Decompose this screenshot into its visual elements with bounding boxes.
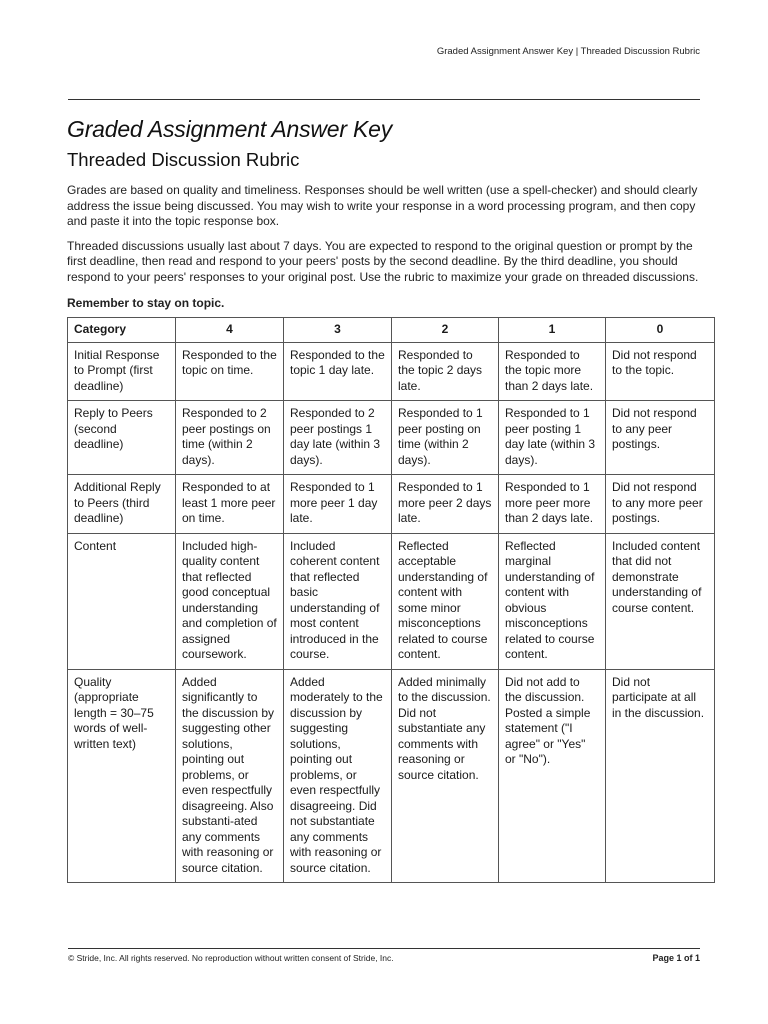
column-header-score-4: 4 (176, 318, 284, 343)
header-divider (68, 99, 700, 100)
document-body (67, 116, 708, 883)
table-cell: Did not add to the discussion. Posted a simple statement ("I agree" or "Yes" or "No"). (499, 669, 606, 883)
footer-divider (68, 948, 700, 949)
table-cell: Reflected acceptable understanding of content with some minor misconceptions related to course content. (392, 533, 499, 669)
table-cell: Responded to 2 peer postings on time (within 2 days). (176, 401, 284, 475)
table-cell: Responded to at least 1 more peer on time. (176, 475, 284, 534)
copyright-notice: © Stride, Inc. All rights reserved. No reproduction without written consent of Stride, Inc. (68, 953, 394, 963)
column-header-score-0: 0 (606, 318, 715, 343)
table-cell: Included high-quality content that reflected good conceptual understanding and completion of assigned coursework. (176, 533, 284, 669)
table-row (68, 533, 715, 669)
table-cell: Responded to 1 peer posting 1 day late (within 3 days). (499, 401, 606, 475)
table-cell: Did not respond to any peer postings. (606, 401, 715, 475)
column-header-score-2: 2 (392, 318, 499, 343)
column-header-category: Category (68, 318, 176, 343)
table-row (68, 475, 715, 534)
column-header-score-1: 1 (499, 318, 606, 343)
table-cell: Included content that did not demonstrate understanding of course content. (606, 533, 715, 669)
table-cell: Added minimally to the discussion. Did not substantiate any comments with reasoning or source citation. (392, 669, 499, 883)
table-cell: Responded to the topic on time. (176, 342, 284, 401)
table-cell: Responded to 1 peer posting on time (within 2 days). (392, 401, 499, 475)
category-cell: Content (68, 533, 176, 669)
table-cell: Did not respond to the topic. (606, 342, 715, 401)
table-cell: Responded to 1 more peer 1 day late. (284, 475, 392, 534)
table-cell: Added significantly to the discussion by suggesting other solutions, pointing out problems, or even respectfully disagreeing. Also substanti-ated any comments with reasoning or source citation. (176, 669, 284, 883)
table-cell: Added moderately to the discussion by suggesting solutions, pointing out problems, or even respectfully disagreeing. Did not substantiate any comments with reasoning or source citation. (284, 669, 392, 883)
rubric-header-row (68, 318, 715, 343)
page-subtitle: Threaded Discussion Rubric (67, 149, 300, 170)
table-cell: Responded to 1 more peer 2 days late. (392, 475, 499, 534)
table-cell: Did not respond to any more peer postings. (606, 475, 715, 534)
remember-note: Remember to stay on topic. (67, 295, 225, 310)
table-cell: Responded to the topic more than 2 days late. (499, 342, 606, 401)
running-header: Graded Assignment Answer Key | Threaded Discussion Rubric (436, 46, 700, 57)
intro-paragraph: Grades are based on quality and timeliness. Responses should be well written (use a spell-checker) and should clearly address the issue being discussed. You may wish to write your response in a word processing program, and then copy and paste it into the topic response box. (67, 183, 698, 229)
category-cell: Additional Reply to Peers (third deadline) (68, 475, 176, 534)
table-cell: Did not participate at all in the discussion. (606, 669, 715, 883)
category-cell: Initial Response to Prompt (first deadline) (68, 342, 176, 401)
rubric-table (67, 317, 715, 883)
table-cell: Responded to the topic 1 day late. (284, 342, 392, 401)
column-header-score-3: 3 (284, 318, 392, 343)
page-title: Graded Assignment Answer Key (67, 116, 393, 142)
table-row (68, 342, 715, 401)
table-cell: Responded to 1 more peer more than 2 days late. (499, 475, 606, 534)
instructions-paragraph: Threaded discussions usually last about 7 days. You are expected to respond to the original question or prompt by the first deadline, then read and respond to your peers' posts by the second deadline. By the third deadline, you should respond to your peers' responses to your original post. Use the rubric to maximize your grade on threaded discussions. (67, 238, 699, 284)
category-cell: Quality (appropriate length = 30–75 words of well-written text) (68, 669, 176, 883)
category-cell: Reply to Peers (second deadline) (68, 401, 176, 475)
table-cell: Included coherent content that reflected basic understanding of most content introduced in the course. (284, 533, 392, 669)
page-number: Page 1 of 1 (652, 953, 700, 963)
table-row (68, 401, 715, 475)
table-cell: Responded to 2 peer postings 1 day late (within 3 days). (284, 401, 392, 475)
table-cell: Reflected marginal understanding of content with obvious misconceptions related to course content. (499, 533, 606, 669)
table-cell: Responded to the topic 2 days late. (392, 342, 499, 401)
table-row (68, 669, 715, 883)
